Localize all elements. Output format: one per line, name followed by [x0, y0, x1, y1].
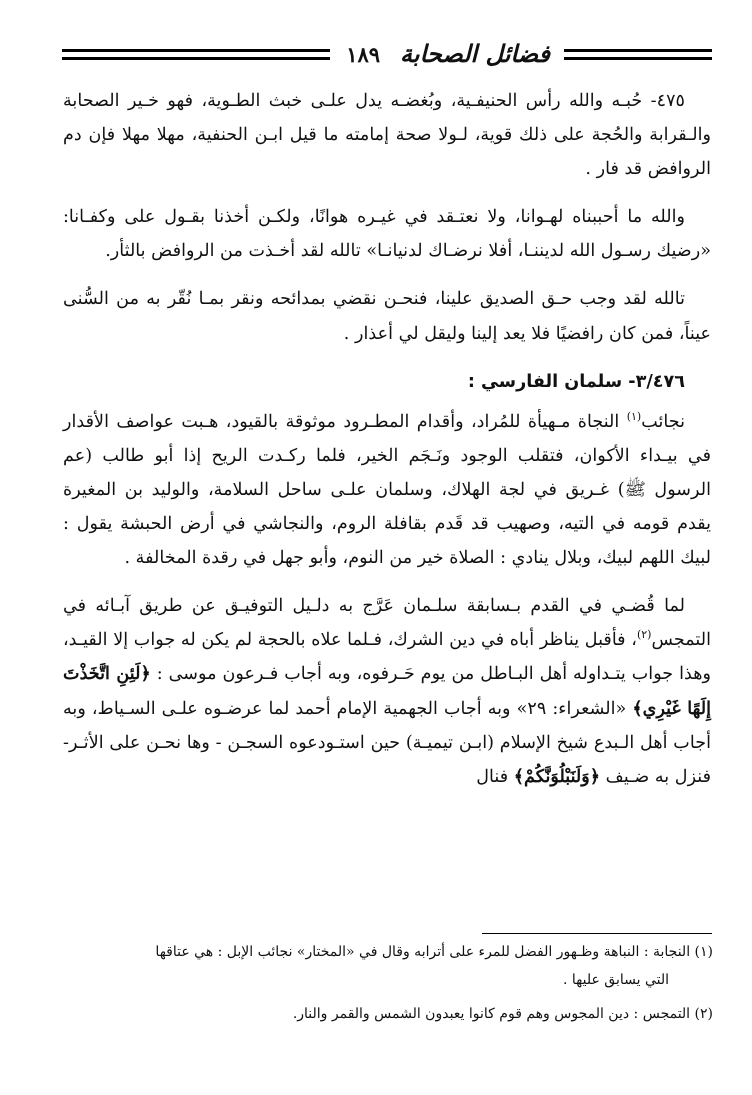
salman-text-3: «الشعراء: ٢٩» وبه أجاب الجهمية الإمام أحمد لما عرضـوه علـى السـياط، وبه أجاب أهل الـبدع شيخ الإسلام (ابـن تيميـة) حين استـودعوه السجـن - وها نحـن على الأثـر- فنزل به ضـيف: [63, 698, 711, 787]
footnotes: [63, 938, 713, 1028]
footnote-ref-1: (١): [626, 409, 642, 423]
nujaib-word: نجائب: [641, 411, 685, 432]
page-title: فضائل الصحابة: [400, 40, 550, 68]
quran-quote-1: ﴿لَئِنِ اتَّخَذْتَ إِلَهًا غَيْرِي﴾: [63, 663, 711, 719]
paragraph-salman: [63, 589, 711, 794]
salman-text-4: فنال: [476, 766, 514, 787]
footnote-separator: [482, 933, 712, 934]
page-number: ١٨٩: [346, 41, 381, 67]
footnote-1: (١) النجابة : النباهة وظـهور الفضل للمرء على أترابه وقال في «المختار» نجائب الإبل : هي عتاقها: [155, 944, 713, 960]
quran-quote-2: ﴿وَلَنَبْلُوَنَّكُمْ﴾: [513, 765, 601, 787]
paragraph-siddiq: تالله لقد وجب حـق الصديق علينا، فنحـن نقضي بمدائحه ونقر بمـا نُقّر به من السُّنى عيناً، فمن كان رافضيًا فلا يعد إلينا وليقل لي أعذار .: [63, 289, 711, 344]
section-heading: ٣/٤٧٦- سلمان الفارسي :: [467, 371, 685, 392]
header-rule-right: [564, 49, 712, 60]
paragraph-revenge: والله ما أحببناه لهـوانا، ولا نعتـقد في غيـره هوانًا، ولكـن أخذنا بقـول على وكفـانا: «رضيك رسـول الله لديننـا، أفلا نرضـاك لدنيانـا» تالله لقد أخـذت من الروافض بالثأر.: [63, 207, 711, 262]
footnote-ref-2: (٢): [636, 628, 652, 642]
salman-text-1: لما قُضـي في القدم بـسابقة سلـمان عَرَّج به دلـيل التوفيـق عن طريق آبـائه في التمجس: [63, 596, 711, 651]
paragraph-nujaib: [63, 405, 711, 575]
salman-text-2: ، فأقبل يناظر أباه في دين الشرك، فـلما علاه بالحجة لم يكن له جواب إلا القيـد، وهذا جواب يتـداوله أهل البـاطل من يوم حَـرفوه، وبه أجاب فـرعون موسى :: [63, 630, 711, 685]
header-rule-left: [62, 49, 330, 60]
footnote-1-continued: التي يسابق عليها .: [562, 972, 669, 988]
nujaib-text: النجاة مـهيأة للمُراد، وأقدام المطـرود موثوقة بالقيود، هـبت عواصف الأقدار في بيـداء الأكوان، فتقلب الوجود ونَـجَم الخير، فلما ركـدت الريح إذا أبو طالب (عم الرسول ﷺ) غـريق في لجة الهلاك، وسلمان علـى ساحل السلامة، والوليد بن المغيرة يقدم قومه في التيه، وصهيب قد قَدم بقافلة الروم، والنجاشي في أرض الحبشة يقول : لبيك اللهم لبيك، وبلال ينادي : الصلاة خير من النوم، وأبو جهل في رقدة المخالفة .: [63, 411, 711, 569]
running-header: [62, 34, 712, 74]
paragraph-475: ٤٧٥- حُبـه والله رأس الحنيفـية، وبُغضـه يدل علـى خبث الطـوية، فهو خـير الصحابة والـقرابة والحُجة على ذلك قوية، لـولا صحة إمامته ما قيل ابـن الحنفية، مهلا مهلا فإن دم الروافض قد فار .: [63, 91, 711, 180]
footnote-2: (٢) التمجس : دين المجوس وهم قوم كانوا يعبدون الشمس والقمر والنار.: [292, 1006, 713, 1022]
body-text: [63, 84, 711, 794]
